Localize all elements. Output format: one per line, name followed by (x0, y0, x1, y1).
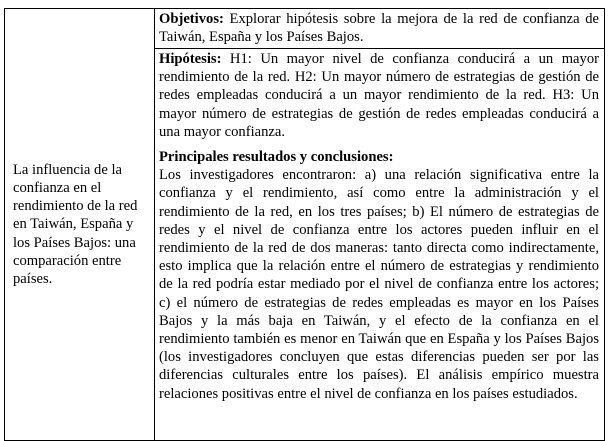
results-paragraph: Los investigadores encontraron: a) una relación significativa entre la confianza y el rendimiento, así como entre la administración y el rendimiento de la red, en los tres países; b) El número de estrategias de redes y el nivel de confianza entre los actores pueden influir en el rendimiento de la red de dos maneras: tanto directa como indirectamente, esto implica que la relación entre el número de estrategias y rendimiento de la red podría estar mediado por el nivel de confianza entre los actores; c) el número de estrategias de redes empleadas es mayor en los Países Bajos y la más baja en Taiwán, y el efecto de la confianza en el rendimiento también es menor en Taiwán que en España y los Países Bajos (los investigadores concluyen que estas diferencias pueden ser por las diferencias culturales entre los países). El análisis empírico muestra relaciones positivas entre el nivel de confianza en los países estudiados. (159, 167, 599, 402)
summary-table (4, 8, 605, 441)
study-title: La influencia de la confianza en el rendimiento de la red en Taiwán, España y los Países Bajos: una comparación entre países. (13, 161, 138, 287)
objectives-paragraph (159, 10, 599, 46)
details-cell (155, 49, 605, 441)
objectives-text: Explorar hipótesis sobre la mejora de la red de confianza de Taiwán, España y los Países Bajos. (159, 11, 599, 46)
hypotheses-text: H1: Un mayor nivel de confianza conducirá a un mayor rendimiento de la red. H2: Un mayor número de estrategias de gestión de redes empleadas conducirá a un mayor rendimiento de la red. H3: Un mayor número de estrategias de gestión de redes empleadas conducirá a una mayor confianza. (159, 51, 599, 140)
results-label: Principales resultados y conclusiones: (159, 149, 394, 166)
table-row-objectives (5, 9, 605, 49)
hypotheses-label: Hipótesis: (159, 51, 222, 67)
study-title-cell (5, 9, 155, 441)
objectives-cell (155, 9, 605, 49)
objectives-label: Objetivos: (159, 11, 224, 27)
hypotheses-paragraph (159, 50, 599, 141)
results-heading (159, 148, 599, 166)
